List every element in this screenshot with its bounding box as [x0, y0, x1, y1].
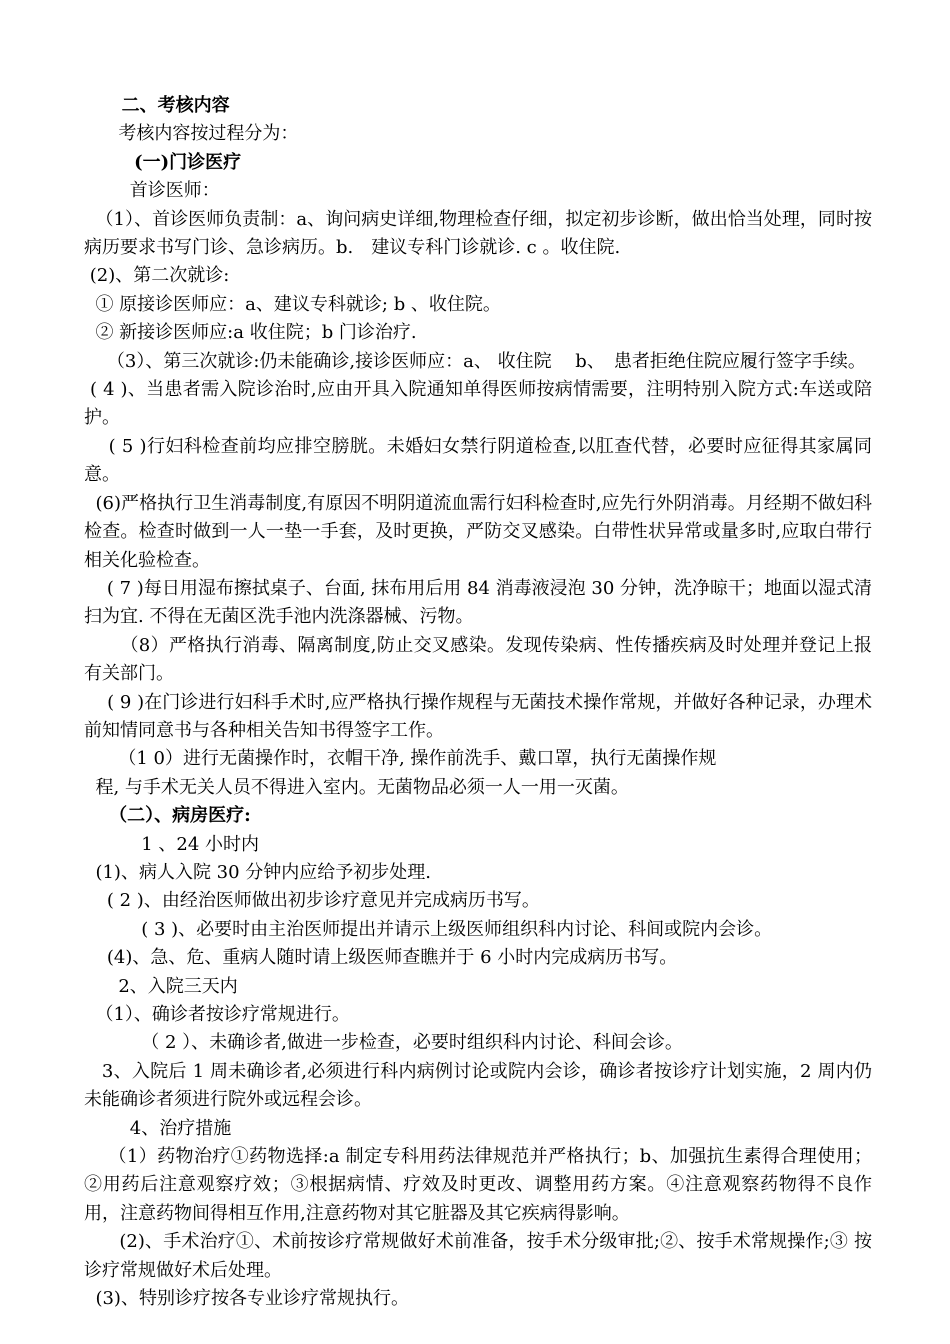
- paragraph: （8）严格执行消毒、隔离制度,防止交叉感染。发现传染病、性传播疾病及时处理并登记上报有关部门。: [84, 634, 872, 685]
- paragraph: （1）、确诊者按诊疗常规进行。: [84, 1004, 350, 1025]
- paragraph: ( 5 )行妇科检查前均应排空膀胱。未婚妇女禁行阴道检查,以肛查代替，必要时应征得其家属同意。: [84, 435, 872, 486]
- paragraph: (2)、手术治疗①、术前按诊疗常规做好术前准备，按手术分级审批;②、按手术常规操作;③ 按诊疗常规做好术后处理。: [84, 1231, 872, 1281]
- section-heading: (一)门诊医疗: [84, 151, 242, 173]
- paragraph: （1）、首诊医师负责制：a、询问病史详细,物理检查仔细，拟定初步诊断，做出恰当处理，同时按病历要求书写门诊、急诊病历。b. 建议专科门诊就诊. c 。收住院.: [84, 208, 872, 259]
- paragraph: ( 3 )、必要时由主治医师提出并请示上级医师组织科内讨论、科间或院内会诊。: [84, 918, 773, 940]
- paragraph: 1 、24 小时内: [84, 833, 260, 855]
- paragraph: (3)、特别诊疗按各专业诊疗常规执行。: [84, 1288, 409, 1310]
- paragraph: （1）药物治疗①药物选择:a 制定专科用药法律规范并严格执行；b、加强抗生素得合理使用；②用药后注意观察疗效；③根据病情、疗效及时更改、调整用药方案。④注意观察药物得不良作用，注意药物间得相互作用,注意药物对其它脏器及其它疾病得影响。: [84, 1146, 872, 1224]
- paragraph: （ 2 ）、未确诊者,做进一步检查，必要时组织科内讨论、科间会诊。: [84, 1032, 683, 1054]
- paragraph: （1 0）进行无菌操作时，衣帽干净, 操作前洗手、戴口罩，执行无菌操作规: [84, 748, 717, 770]
- paragraph: ( 7 )每日用湿布擦拭桌子、台面, 抹布用后用 84 消毒液浸泡 30 分钟，洗净晾干；地面以湿式清扫为宜. 不得在无菌区洗手池内洗涤器械、污物。: [84, 577, 872, 628]
- paragraph: 3、入院后 1 周未确诊者,必须进行科内病例讨论或院内会诊，确诊者按诊疗计划实施，2 周内仍未能确诊者须进行院外或远程会诊。: [84, 1060, 872, 1111]
- section-heading: 二、考核内容: [84, 95, 230, 116]
- paragraph: (2)、第二次就诊:: [84, 265, 230, 287]
- paragraph: 4、治疗措施: [84, 1117, 232, 1139]
- paragraph: 首诊医师：: [84, 180, 220, 202]
- paragraph: (6)严格执行卫生消毒制度,有原因不明阴道流血需行妇科检查时,应先行外阴消毒。月经期不做妇科检查。检查时做到一人一垫一手套，及时更换，严防交叉感染。白带性状异常或量多时,应取白带行相关化验检查。: [84, 492, 872, 571]
- section-heading: （二）、病房医疗:: [84, 805, 251, 827]
- paragraph: 考核内容按过程分为：: [84, 123, 299, 145]
- paragraph: ( 9 )在门诊进行妇科手术时,应严格执行操作规程与无菌技术操作常规，并做好各种记录，办理术前知情同意书与各种相关告知书得签字工作。: [84, 691, 872, 741]
- paragraph: （3）、第三次就诊:仍未能确诊,接诊医师应：a、 收住院 b、 患者拒绝住院应履行签字手续。: [84, 350, 866, 372]
- paragraph: 2、入院三天内: [84, 975, 238, 997]
- paragraph: 程, 与手术无关人员不得进入室内。无菌物品必须一人一用一灭菌。: [84, 776, 629, 798]
- paragraph: ( 4 )、当患者需入院诊治时,应由开具入院通知单得医师按病情需要，注明特别入院方式:车送或陪护。: [84, 379, 872, 429]
- paragraph: (4)、急、危、重病人随时请上级医师查瞧并于 6 小时内完成病历书写。: [84, 947, 678, 969]
- paragraph: ( 2 )、由经治医师做出初步诊疗意见并完成病历书写。: [84, 890, 540, 912]
- paragraph: (1)、病人入院 30 分钟内应给予初步处理.: [84, 861, 432, 883]
- document-body: [84, 92, 872, 1313]
- paragraph: ② 新接诊医师应:a 收住院；b 门诊治疗.: [84, 322, 417, 344]
- paragraph: ① 原接诊医师应：a、建议专科就诊; b 、收住院。: [84, 293, 501, 315]
